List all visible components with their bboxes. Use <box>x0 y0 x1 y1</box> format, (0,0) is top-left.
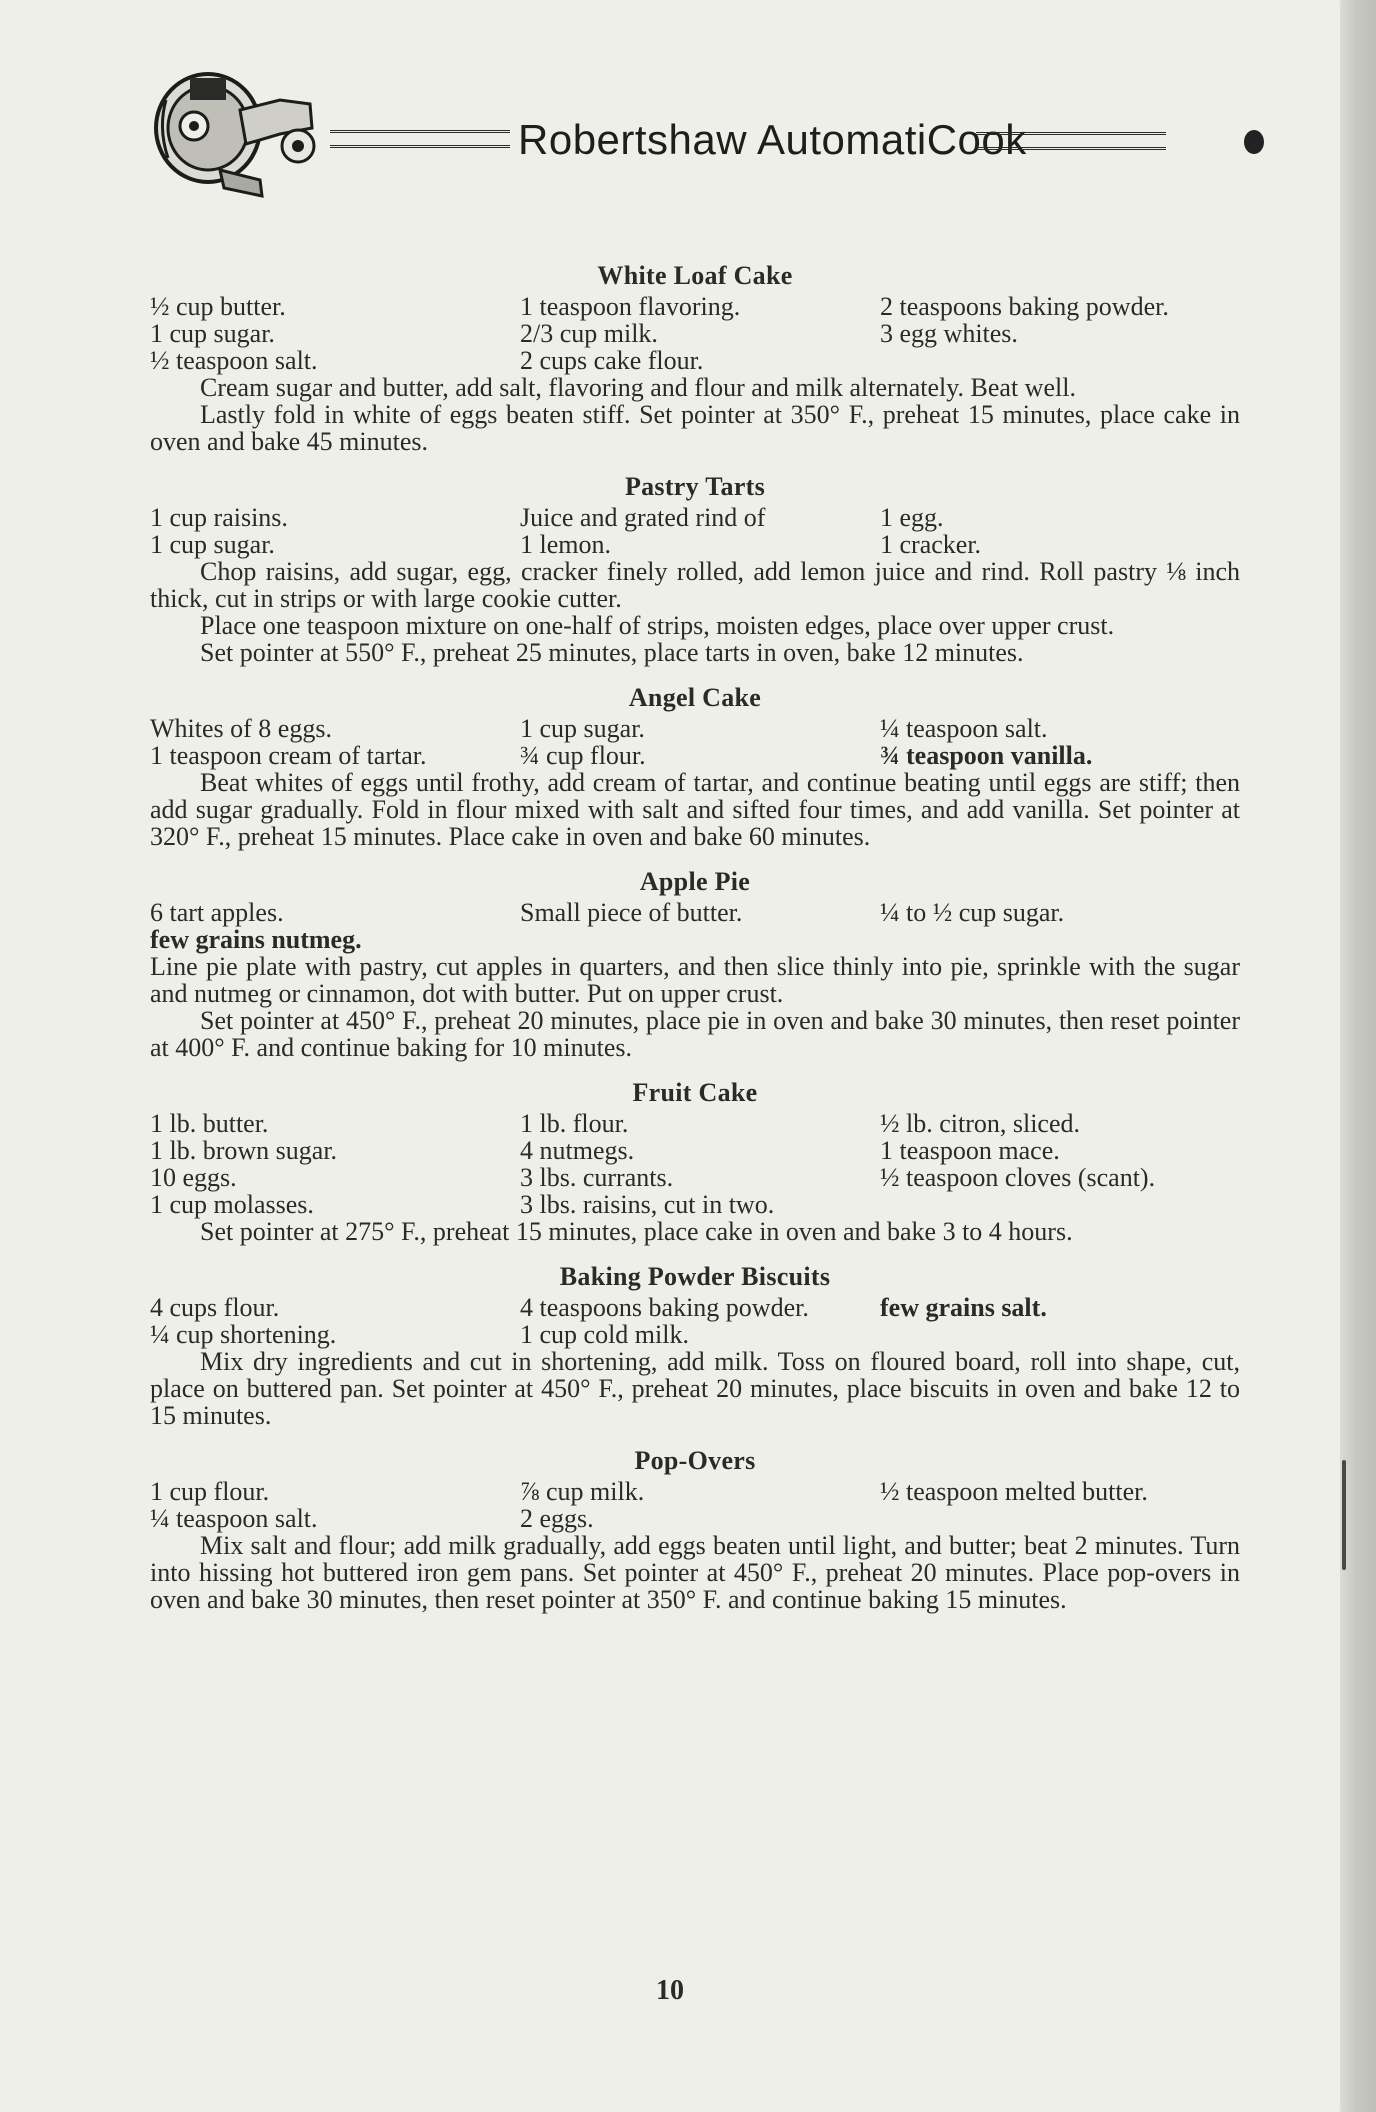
recipe-instructions: Line pie plate with pastry, cut apples in quarters, and then slice thinly into pie, sprinkle with the sugar and nutmeg or cinnamon, dot with butter. Put on upper crust. <box>150 952 1240 1008</box>
ingredient-item: ½ lb. citron, sliced. <box>880 1109 1081 1138</box>
recipe-instructions: Cream sugar and butter, add salt, flavoring and flour and milk alternately. Beat well. <box>200 373 1076 402</box>
recipe-title: Pop-Overs <box>634 1446 756 1475</box>
ingredient-column <box>520 715 880 769</box>
ingredient-list <box>150 1110 1240 1218</box>
ingredient-column <box>150 1478 520 1532</box>
ingredient-item: 4 teaspoons baking powder. <box>520 1293 809 1322</box>
ingredient-item: 1 lb. butter. <box>150 1109 269 1138</box>
recipe-instructions: Mix salt and flour; add milk gradually, add eggs beaten until light, and butter; beat 2 minutes. Turn into hissing hot buttered iron gem pans. Set pointer at 450° F., preheat 20 minutes. Place pop-overs in oven and bake 30 minutes, then reset pointer at 350° F. and continue baking 15 minutes. <box>150 1531 1240 1614</box>
ingredient-item: 1 teaspoon mace. <box>880 1136 1060 1165</box>
ingredient-item: 1 cup raisins. <box>150 503 288 532</box>
ingredient-item: ½ teaspoon salt. <box>150 346 318 375</box>
ingredient-item: 1 egg. <box>880 503 944 532</box>
ingredient-column <box>520 1110 880 1218</box>
ingredient-column <box>520 293 880 374</box>
ingredient-item: Small piece of butter. <box>520 898 743 927</box>
ingredient-item: 1 cup molasses. <box>150 1190 314 1219</box>
recipe-instructions: Set pointer at 450° F., preheat 20 minutes, place pie in oven and bake 30 minutes, then reset pointer at 400° F. and continue baking for 10 minutes. <box>150 1006 1240 1062</box>
ingredient-column <box>150 293 520 374</box>
ingredient-item: few grains salt. <box>880 1293 1047 1322</box>
ingredient-list <box>150 1294 1240 1348</box>
ingredient-item: 2 teaspoons baking powder. <box>880 292 1169 321</box>
ingredient-column <box>880 293 1240 374</box>
ingredient-column <box>880 504 1240 558</box>
ingredient-column <box>150 504 520 558</box>
ingredient-item: 1 cup cold milk. <box>520 1320 689 1349</box>
ingredient-list <box>150 504 1240 558</box>
recipe-section <box>150 1447 1240 1613</box>
ingredient-column <box>880 1478 1240 1532</box>
ingredient-item: 2 cups cake flour. <box>520 346 704 375</box>
recipe-title: Apple Pie <box>639 867 751 896</box>
ingredient-column <box>520 1478 880 1532</box>
ingredient-item: 1 lemon. <box>520 530 611 559</box>
page-title: Robertshaw AutomatiCook <box>518 116 1027 163</box>
ingredient-item: 1 lb. brown sugar. <box>150 1136 338 1165</box>
header-ornament-dot <box>1244 130 1264 154</box>
book-binding <box>1342 0 1376 2112</box>
ingredient-item: few grains nutmeg. <box>150 925 362 954</box>
ingredient-item: 1 cup sugar. <box>520 714 645 743</box>
ingredient-item: ¼ teaspoon salt. <box>880 714 1048 743</box>
recipe-instructions: Place one teaspoon mixture on one-half of strips, moisten edges, place over upper crust. <box>200 611 1115 640</box>
ingredient-item: 4 cups flour. <box>150 1293 280 1322</box>
ingredient-item: ½ cup butter. <box>150 292 286 321</box>
recipe-instructions: Mix dry ingredients and cut in shortening, add milk. Toss on floured board, roll into shape, cut, place on buttered pan. Set pointer at 450° F., preheat 20 minutes, place biscuits in oven and bake 12 to 15 minutes. <box>150 1347 1240 1430</box>
ingredient-item: 2/3 cup milk. <box>520 319 658 348</box>
recipe-section <box>150 473 1240 666</box>
recipe-section <box>150 684 1240 850</box>
ingredient-item: 3 lbs. currants. <box>520 1163 674 1192</box>
ingredient-item: 4 nutmegs. <box>520 1136 635 1165</box>
ingredient-item: 2 eggs. <box>520 1504 594 1533</box>
ingredient-column <box>880 899 1240 953</box>
ingredient-item: 6 tart apples. <box>150 898 284 927</box>
ingredient-column <box>150 1110 520 1218</box>
recipe-instructions: Set pointer at 550° F., preheat 25 minutes, place tarts in oven, bake 12 minutes. <box>200 638 1024 667</box>
binding-tear-mark <box>1342 1460 1346 1570</box>
ingredient-item: ¾ cup flour. <box>520 741 646 770</box>
recipe-section <box>150 868 1240 1061</box>
ingredient-column <box>880 715 1240 769</box>
header-rule-right <box>976 132 1166 150</box>
ingredient-item: 1 cracker. <box>880 530 982 559</box>
ingredient-item: 1 teaspoon cream of tartar. <box>150 741 427 770</box>
ingredient-item: 1 teaspoon flavoring. <box>520 292 741 321</box>
page-number: 10 <box>656 1975 684 2006</box>
ingredient-item: Juice and grated rind of <box>520 503 766 532</box>
recipe-title: Pastry Tarts <box>624 472 766 501</box>
header-rule-left <box>330 130 510 148</box>
ingredient-item: 10 eggs. <box>150 1163 237 1192</box>
ingredient-item: ¼ cup shortening. <box>150 1320 337 1349</box>
ingredient-item: 1 cup sugar. <box>150 530 275 559</box>
recipe-title: White Loaf Cake <box>597 261 793 290</box>
ingredient-column <box>880 1110 1240 1218</box>
ingredient-item: ¼ teaspoon salt. <box>150 1504 318 1533</box>
recipe-title: Angel Cake <box>628 683 762 712</box>
ingredient-item: ¼ to ½ cup sugar. <box>880 898 1065 927</box>
ingredient-list <box>150 1478 1240 1532</box>
ingredient-item: 3 egg whites. <box>880 319 1018 348</box>
ingredient-item: 1 cup flour. <box>150 1477 270 1506</box>
ingredient-item: Whites of 8 eggs. <box>150 714 332 743</box>
ingredient-item: ¾ teaspoon vanilla. <box>880 741 1093 770</box>
ingredient-item: 1 lb. flour. <box>520 1109 629 1138</box>
ingredient-column <box>150 1294 520 1348</box>
recipe-instructions: Beat whites of eggs until frothy, add cream of tartar, and continue beating until eggs are stiff; then add sugar gradually. Fold in flour mixed with salt and sifted four times, and add vanilla. Set pointer at 320° F., preheat 15 minutes. Place cake in oven and bake 60 minutes. <box>150 768 1240 851</box>
ingredient-list <box>150 715 1240 769</box>
recipe-list <box>150 262 1240 1631</box>
ingredient-list <box>150 293 1240 374</box>
ingredient-item: ½ teaspoon cloves (scant). <box>880 1163 1156 1192</box>
ingredient-column <box>520 504 880 558</box>
recipe-instructions: Set pointer at 275° F., preheat 15 minutes, place cake in oven and bake 3 to 4 hours. <box>200 1217 1073 1246</box>
recipe-title: Baking Powder Biscuits <box>559 1262 831 1291</box>
recipe-section <box>150 1079 1240 1245</box>
recipe-section <box>150 1263 1240 1429</box>
recipe-instructions: Lastly fold in white of eggs beaten stiff. Set pointer at 350° F., preheat 15 minutes, place cake in oven and bake 45 minutes. <box>150 400 1240 456</box>
ingredient-column <box>520 899 880 953</box>
recipe-instructions: Chop raisins, add sugar, egg, cracker finely rolled, add lemon juice and rind. Roll pastry ⅛ inch thick, cut in strips or with large cookie cutter. <box>150 557 1240 613</box>
ingredient-list <box>150 899 1240 953</box>
ingredient-column <box>520 1294 880 1348</box>
ingredient-column <box>880 1294 1240 1348</box>
recipe-title: Fruit Cake <box>632 1078 758 1107</box>
page-header <box>150 70 1250 220</box>
thermostat-knob-icon <box>150 70 330 220</box>
recipe-section <box>150 262 1240 455</box>
ingredient-item: 3 lbs. raisins, cut in two. <box>520 1190 775 1219</box>
ingredient-column <box>150 899 520 953</box>
ingredient-item: 1 cup sugar. <box>150 319 275 348</box>
ingredient-item: ⅞ cup milk. <box>520 1477 645 1506</box>
ingredient-column <box>150 715 520 769</box>
ingredient-item: ½ teaspoon melted butter. <box>880 1477 1148 1506</box>
